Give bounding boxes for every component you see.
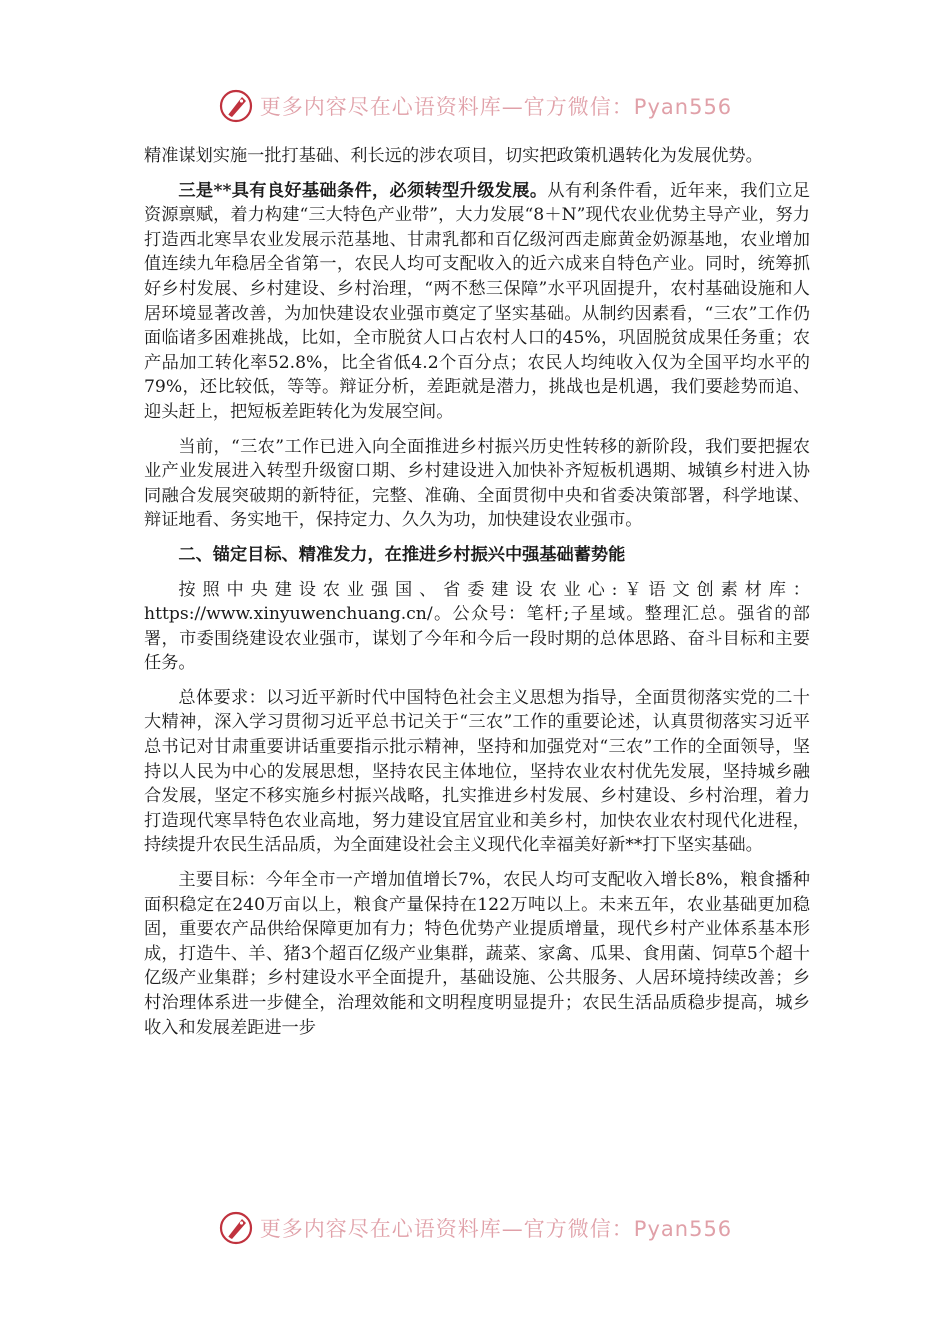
paragraph-body: 从有利条件看，近年来，我们立足资源禀赋，着力构建“三大特色产业带”，大力发展“8＋N”现代农业优势主导产业，努力打造西北寒旱农业发展示范基地、甘肃乳都和百亿级河西走廊黄金奶源基地，农业增加值连续九年稳居全省第一，农民人均可支配收入的近六成来自特色产业。同时，统筹抓好乡村发展、乡村建设、乡村治理，“两不愁三保障”水平巩固提升，农村基础设施和人居环境显著改善，为加快建设农业强市奠定了坚实基础。从制约因素看，“三农”工作仍面临诸多困难挑战，比如，全市脱贫人口占农村人口的45%，巩固脱贫成果任务重；农产品加工转化率52.8%，比全省低4.2个百分点；农民人均纯收入仅为全国平均水平的79%，还比较低，等等。辩证分析，差距就是潜力，挑战也是机遇，我们要趁势而追、迎头赶上，把短板差距转化为发展空间。: [144, 180, 810, 422]
header-banner-text: 更多内容尽在心语资料库—官方微信：Pyan556: [259, 95, 733, 119]
pen-nib-logo-icon: [218, 88, 254, 124]
footer-banner-text: 更多内容尽在心语资料库—官方微信：Pyan556: [259, 1217, 733, 1241]
paragraph-current-stage: 当前，“三农”工作已进入向全面推进乡村振兴历史性转移的新阶段，我们要把握农业产业发展进入转型升级窗口期、乡村建设进入加快补齐短板机遇期、城镇乡村进入协同融合发展突破期的新特征，完整、准确、全面贯彻中央和省委决策部署，科学地谋、辩证地看、务实地干，保持定力、久久为功，加快建设农业强市。: [144, 436, 810, 531]
paragraph-continuation: 精准谋划实施一批打基础、利长远的涉农项目，切实把政策机遇转化为发展优势。: [144, 146, 763, 166]
header-banner: [0, 84, 950, 128]
paragraph-overall-requirements: 总体要求：以习近平新时代中国特色社会主义思想为指导，全面贯彻落实党的二十大精神，深入学习贯彻习近平总书记关于“三农”工作的重要论述，认真贯彻落实习近平总书记对甘肃重要讲话重要指示批示精神，坚持和加强党对“三农”工作的全面领导，坚持以人民为中心的发展思想，坚持农民主体地位，坚持农业农村优先发展，坚持城乡融合发展，坚定不移实施乡村振兴战略，扎实推进乡村发展、乡村建设、乡村治理，着力打造现代寒旱特色农业高地，努力建设宜居宜业和美乡村，加快农业农村现代化进程，持续提升农民生活品质，为全面建设社会主义现代化幸福美好新**打下坚实基础。: [144, 687, 810, 856]
pen-nib-logo-icon: [218, 1210, 254, 1246]
document-body: [144, 144, 810, 1050]
footer-banner: [0, 1206, 950, 1250]
paragraph-deployment: 按照中央建设农业强国、省委建设农业心:￥语文创素材库：https://www.xinyuwenchuang.cn/。公众号：笔杆;子星域。整理汇总。强省的部署，市委围绕建设农业强市，谋划了今年和今后一段时期的总体思路、奋斗目标和主要任务。: [144, 579, 810, 674]
paragraph-main-goals: 主要目标：今年全市一产增加值增长7%，农民人均可支配收入增长8%，粮食播种面积稳定在240万亩以上，粮食产量保持在122万吨以上。未来五年，农业基础更加稳固，重要农产品供给保障更加有力；特色优势产业提质增量，现代乡村产业体系基本形成，打造牛、羊、猪3个超百亿级产业集群，蔬菜、家禽、瓜果、食用菌、饲草5个超十亿级产业集群；乡村建设水平全面提升，基础设施、公共服务、人居环境持续改善；乡村治理体系进一步健全，治理效能和文明程度明显提升；农民生活品质稳步提高，城乡收入和发展差距进一步: [144, 870, 810, 1038]
paragraph-lead-bold: 三是**具有良好基础条件，必须转型升级发展。: [178, 180, 548, 201]
section-heading: 二、锚定目标、精准发力，在推进乡村振兴中强基础蓄势能: [178, 544, 626, 565]
paragraph-advantages: [144, 179, 810, 425]
